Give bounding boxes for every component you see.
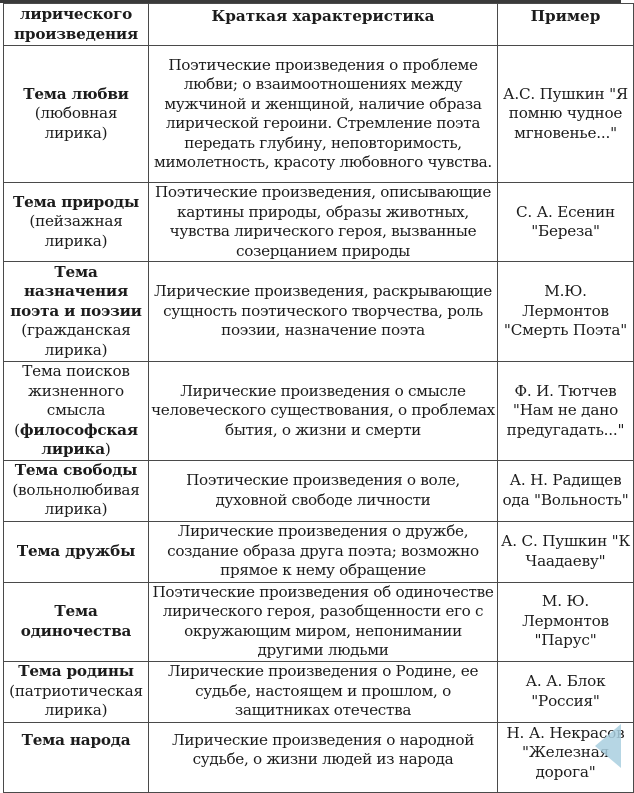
description-cell: Лирические произведения о народной судьбе, о жизни людей из народа [149, 722, 498, 792]
theme-title: Тема одиночества [20, 602, 132, 640]
theme-cell [4, 362, 149, 461]
theme-paren-close: ) [104, 440, 111, 458]
theme-paren-open: ( [14, 420, 20, 439]
theme-title: Тема народа [21, 730, 131, 749]
theme-cell [4, 46, 149, 183]
description-cell: Лирические произведения о дружбе, создание образа друга поэта; возможно прямое к нему обращение [149, 521, 498, 582]
theme-subtitle: (вольнолюбивая лирика) [12, 480, 140, 519]
theme-title: Тема природы [13, 192, 139, 211]
table-row [4, 521, 634, 582]
example-cell: Н. А. Некрасов "Железная дорога" [498, 722, 634, 792]
lyric-themes-table [3, 3, 634, 793]
table-row [4, 362, 634, 461]
description-cell: Поэтические произведения о проблеме любви; о взаимоотношениях между мужчиной и женщиной, наличие образа лирической героини. Стремление поэта передать глубину, неповторимость, мимолетность, красоту любовного чувства. [149, 46, 498, 183]
theme-cell [4, 262, 149, 362]
theme-cell [4, 722, 149, 792]
theme-title: Тема любви [23, 84, 129, 103]
theme-cell [4, 521, 149, 582]
example-cell: М.Ю. Лермонтов "Смерть Поэта" [498, 262, 634, 362]
description-cell: Лирические произведения о Родине, ее судьбе, настоящем и прошлом, о защитниках отечества [149, 661, 498, 722]
theme-subtitle: (гражданская лирика) [21, 321, 131, 359]
table-row [4, 183, 634, 262]
table-header-row [4, 4, 634, 46]
table-row [4, 722, 634, 792]
example-cell: М. Ю. Лермонтов "Парус" [498, 582, 634, 661]
theme-cell [4, 460, 149, 521]
example-cell: Ф. И. Тютчев "Нам не дано предугадать..." [498, 362, 634, 461]
overlay-arrow-shape [595, 724, 621, 768]
example-cell: А. Н. Радищев ода "Вольность" [498, 460, 634, 521]
theme-cell [4, 661, 149, 722]
theme-subtitle: (пейзажная лирика) [29, 212, 123, 250]
example-cell: А. А. Блок "Россия" [498, 661, 634, 722]
table-row [4, 262, 634, 362]
theme-title: Тема назначения поэта и поэзии [10, 262, 142, 320]
theme-cell [4, 582, 149, 661]
theme-cell [4, 183, 149, 262]
theme-title: Тема свободы [14, 461, 138, 480]
description-cell: Лирические произведения о смысле человеческого существования, о проблемах бытия, о жизни и смерти [149, 362, 498, 461]
theme-subtitle: философская лирика [19, 420, 138, 458]
table-row [4, 460, 634, 521]
theme-subtitle: (любовная лирика) [34, 104, 118, 142]
example-cell: А.С. Пушкин "Я помню чудное мгновенье..." [498, 46, 634, 183]
description-cell: Поэтические произведения об одиночестве лирического героя, разобщенности его с окружающим миром, непонимании другими людьми [149, 582, 498, 661]
header-theme: лирического произведения [4, 4, 149, 46]
description-cell: Поэтические произведения о воле, духовной свободе личности [149, 460, 498, 521]
table-row [4, 661, 634, 722]
header-example: Пример [498, 4, 634, 46]
theme-title: Тема поисков жизненного смысла [22, 362, 130, 419]
table-row [4, 46, 634, 183]
example-cell: А. С. Пушкин "К Чаадаеву" [498, 521, 634, 582]
header-description: Краткая характеристика [149, 4, 498, 46]
description-cell: Поэтические произведения, описывающие картины природы, образы животных, чувства лирического героя, вызванные созерцанием природы [149, 183, 498, 262]
example-cell: С. А. Есенин "Береза" [498, 183, 634, 262]
table-row [4, 582, 634, 661]
theme-title: Тема родины [18, 662, 134, 681]
theme-subtitle: (патриотическая лирика) [9, 681, 143, 720]
description-cell: Лирические произведения, раскрывающие сущность поэтического творчества, роль поэзии, назначение поэта [149, 262, 498, 362]
theme-title: Тема дружбы [16, 541, 136, 560]
